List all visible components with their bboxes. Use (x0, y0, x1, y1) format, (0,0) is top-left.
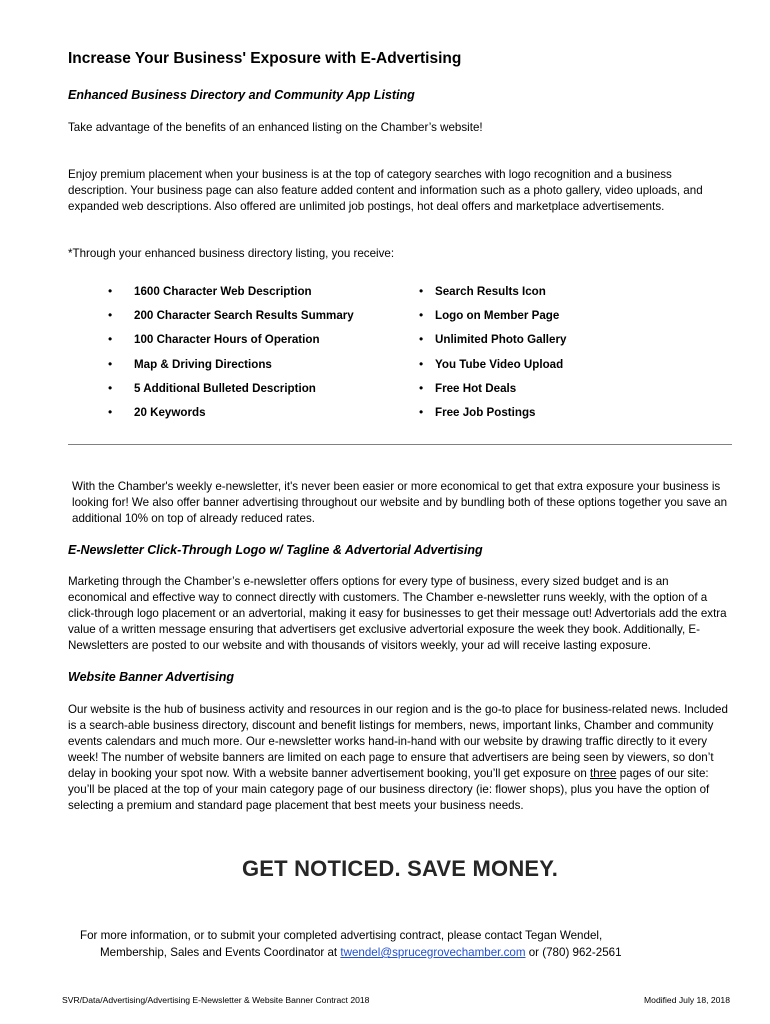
footer-modified-date: Modified July 18, 2018 (644, 995, 730, 1005)
contact-email-link[interactable]: twendel@sprucegrovechamber.com (340, 946, 526, 959)
directory-intro-text: Take advantage of the benefits of an enhanced listing on the Chamber’s website! (68, 121, 483, 134)
contact-line2-suffix: or (780) 962-2561 (525, 946, 622, 959)
list-item: • 5 Additional Bulleted Description (108, 382, 398, 406)
contact-line2-prefix: Membership, Sales and Events Coordinator at (100, 946, 341, 959)
list-item: • 100 Character Hours of Operation (108, 333, 398, 357)
banner-body-part1: Our website is the hub of business activity and resources in our region and is the go-to place for business-related news. Included is a search-able business directory, discount and benefit listings for members, news, important links, Chamber and community events calendars and much more. Our e-newsletter works hand-in-hand with our website by drawing traffic directly to it every week! The number of website banners are limited on each page to ensure that advertisers are being seen by viewers, so don’t delay in booking your spot now. With a website banner advertisement booking, you’ll get exposure on (68, 703, 728, 780)
list-item: • 20 Keywords (108, 406, 398, 430)
directory-body-text: Enjoy premium placement when your business is at the top of category searches with logo recognition and a business description. Your business page can also feature added content and information such as a photo gallery, video uploads, and expanded web descriptions. Also offered are unlimited job postings, hot deal offers and marketplace advertisements. (68, 168, 703, 213)
list-item: • Free Hot Deals (419, 382, 709, 406)
contact-line1: For more information, or to submit your completed advertising contract, please contact Tegan Wendel, (80, 929, 603, 942)
list-item: • 1600 Character Web Description (108, 285, 398, 309)
banner-body-text (68, 702, 728, 814)
benefits-list-right (419, 285, 709, 430)
section-heading-banner: Website Banner Advertising (68, 670, 235, 684)
list-item: • Search Results Icon (419, 285, 709, 309)
banner-body-underlined: three (590, 767, 617, 780)
list-intro-text: *Through your enhanced business directory listing, you receive: (68, 247, 395, 260)
page-title: Increase Your Business' Exposure with E-Advertising (68, 50, 462, 67)
banner-body-part2: pages of our site: you’ll be placed at the top of your main category page of our business directory (ie: flower shops), plus you have the option of selecting a premium and standard page placement that best meets your business needs. (68, 767, 710, 812)
contact-info (80, 927, 720, 961)
benefits-list-left (108, 285, 398, 430)
list-item: • You Tube Video Upload (419, 358, 709, 382)
list-item: • 200 Character Search Results Summary (108, 309, 398, 333)
newsletter-body-text: Marketing through the Chamber’s e-newsletter offers options for every type of business, every sized budget and is an economical and effective way to connect directly with customers. The Chamber e-newsletter runs weekly, with the option of a click-through logo placement or an advertorial, making it easy for businesses to get their message out! Advertorials add the extra value of a written message ensuring that advertisers get exclusive advertorial exposure the week they book. Additionally, E-Newsletters are posted to our website and with thousands of visitors weekly, your ad will receive lasting exposure. (68, 575, 727, 652)
newsletter-intro-text: With the Chamber's weekly e-newsletter, it's never been easier or more economical to get that extra exposure your business is looking for! We also offer banner advertising throughout our website and by bundling both of these options together you save an additional 10% on top of already reduced rates. (72, 480, 728, 525)
list-item: • Logo on Member Page (419, 309, 709, 333)
section-divider (68, 444, 732, 445)
list-item: • Map & Driving Directions (108, 358, 398, 382)
tagline: GET NOTICED. SAVE MONEY. (241, 856, 559, 881)
footer-file-path: SVR/Data/Advertising/Advertising E-Newsletter & Website Banner Contract 2018 (62, 995, 370, 1005)
list-item: • Free Job Postings (419, 406, 709, 430)
section-heading-directory: Enhanced Business Directory and Community App Listing (68, 88, 415, 102)
section-heading-newsletter: E-Newsletter Click-Through Logo w/ Tagline & Advertorial Advertising (68, 543, 483, 557)
contact-line2 (80, 944, 720, 961)
list-item: • Unlimited Photo Gallery (419, 333, 709, 357)
